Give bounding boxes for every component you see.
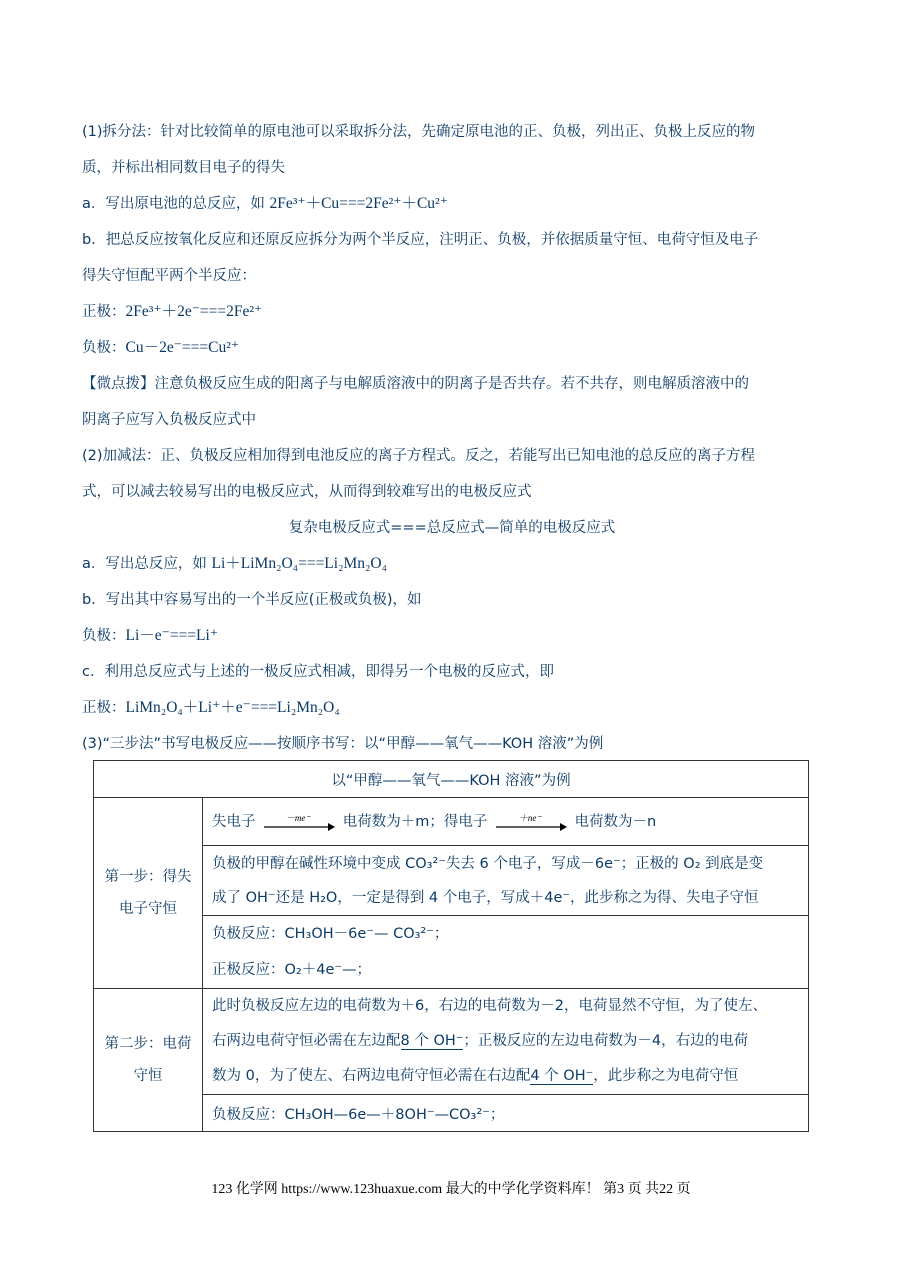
paragraph-three-step-method: (3)“三步法”书写电极反应——按顺序书写：以“甲醇——氧气——KOH 溶液”为例 [82,736,604,752]
step-b2-half-reaction: b．写出其中容易写出的一个半反应(正极或负极)，如 [82,592,422,608]
paragraph-add-subtract-method-cont: 式，可以减去较易写出的电极反应式，从而得到较难写出的电极反应式 [82,484,532,500]
table-row-half-reactions: 负极反应：CH₃OH－6e⁻— CO₃²⁻； 正极反应：O₂＋4e⁻—； [203,916,809,989]
step-a2-total-reaction: a．写出总反应，如 Li＋LiMn₂O₄===Li₂Mn₂O₄ [82,555,388,572]
step2-label: 第二步：电荷守恒 [94,989,203,1132]
table-row-electron-explain: 负极的甲醇在碱性环境中变成 CO₃²⁻失去 6 个电子，写成－6e⁻；正极的 O₂ 到底是变 成了 OH⁻还是 H₂O，一定是得到 4 个电子，写成＋4e⁻，此步称之为得、失电子守恒 [203,846,809,916]
table-row-negative-charge-balanced: 负极反应：CH₃OH—6e—＋8OH⁻—CO₃²⁻； [203,1095,809,1132]
page-footer: 123 化学网 https://www.123huaxue.com 最大的中学化学资料库！ 第3 页 共22 页 [211,1182,691,1197]
negative-electrode-eq-2: 负极：Li－e⁻===Li⁺ [82,627,219,644]
paragraph-add-subtract-method: (2)加减法：正、负极反应相加得到电池反应的离子方程式。反之，若能写出已知电池的总反应的离子方程 [82,448,756,464]
document-body [82,114,822,762]
step-b-split-cont: 得失守恒配平两个半反应： [82,268,256,284]
table-header: 以“甲醇——氧气——KOH 溶液”为例 [94,761,809,798]
table-row-electron-arrows: 失电子 －me⁻ 电荷数为＋m；得电子 ＋ne⁻ 电荷数为－n [203,798,809,846]
underlined-4-oh: 4 个 OH⁻ [530,1068,594,1084]
underlined-8-oh: 8 个 OH⁻ [400,1033,464,1049]
arrow-gain-label: ＋ne⁻ [518,813,542,823]
step-b-split: b．把总反应按氧化反应和还原反应拆分为两个半反应，注明正、负极，并依据质量守恒、电荷守恒及电子 [82,232,759,248]
paragraph-split-method: (1)拆分法：针对比较简单的原电池可以采取拆分法，先确定原电池的正、负极，列出正、负极上反应的物 [82,124,756,140]
formula-line: 复杂电极反应式===总反应式—简单的电极反应式 [288,520,616,536]
positive-electrode-eq: 正极：2Fe³⁺＋2e⁻===2Fe²⁺ [82,303,263,320]
table-row-charge-explain: 此时负极反应左边的电荷数为＋6，右边的电荷数为－2，电荷显然不守恒，为了使左、 右两边电荷守恒必需在左边配8 个 OH⁻；正极反应的左边电荷数为－4，右边的电荷 数为 0，为了使左、右两边电荷守恒必需在右边配4 个 OH⁻，此步称之为电荷守恒 [203,989,809,1095]
negative-electrode-eq: 负极：Cu－2e⁻===Cu²⁺ [82,339,240,356]
step1-label: 第一步：得失电子守恒 [94,798,203,989]
three-step-table [93,760,809,1132]
paragraph-split-method-cont: 质，并标出相同数目电子的得失 [82,160,285,176]
arrow-lose-electron-icon [262,811,336,833]
tip-note-cont: 阴离子应写入负极反应式中 [82,412,256,428]
tip-note: 【微点拨】注意负极反应生成的阳离子与电解质溶液中的阴离子是否共存。若不共存，则电解质溶液中的 [82,376,749,392]
arrow-lose-label: －me⁻ [285,813,311,823]
arrow-gain-electron-icon [494,811,568,833]
positive-electrode-eq-2: 正极：LiMn₂O₄＋Li⁺＋e⁻===Li₂Mn₂O₄ [82,699,340,716]
step-c2-subtract: c．利用总反应式与上述的一极反应式相减，即得另一个电极的反应式，即 [82,664,554,680]
step-a-total-reaction: a．写出原电池的总反应，如 2Fe³⁺＋Cu===2Fe²⁺＋Cu²⁺ [82,195,448,212]
